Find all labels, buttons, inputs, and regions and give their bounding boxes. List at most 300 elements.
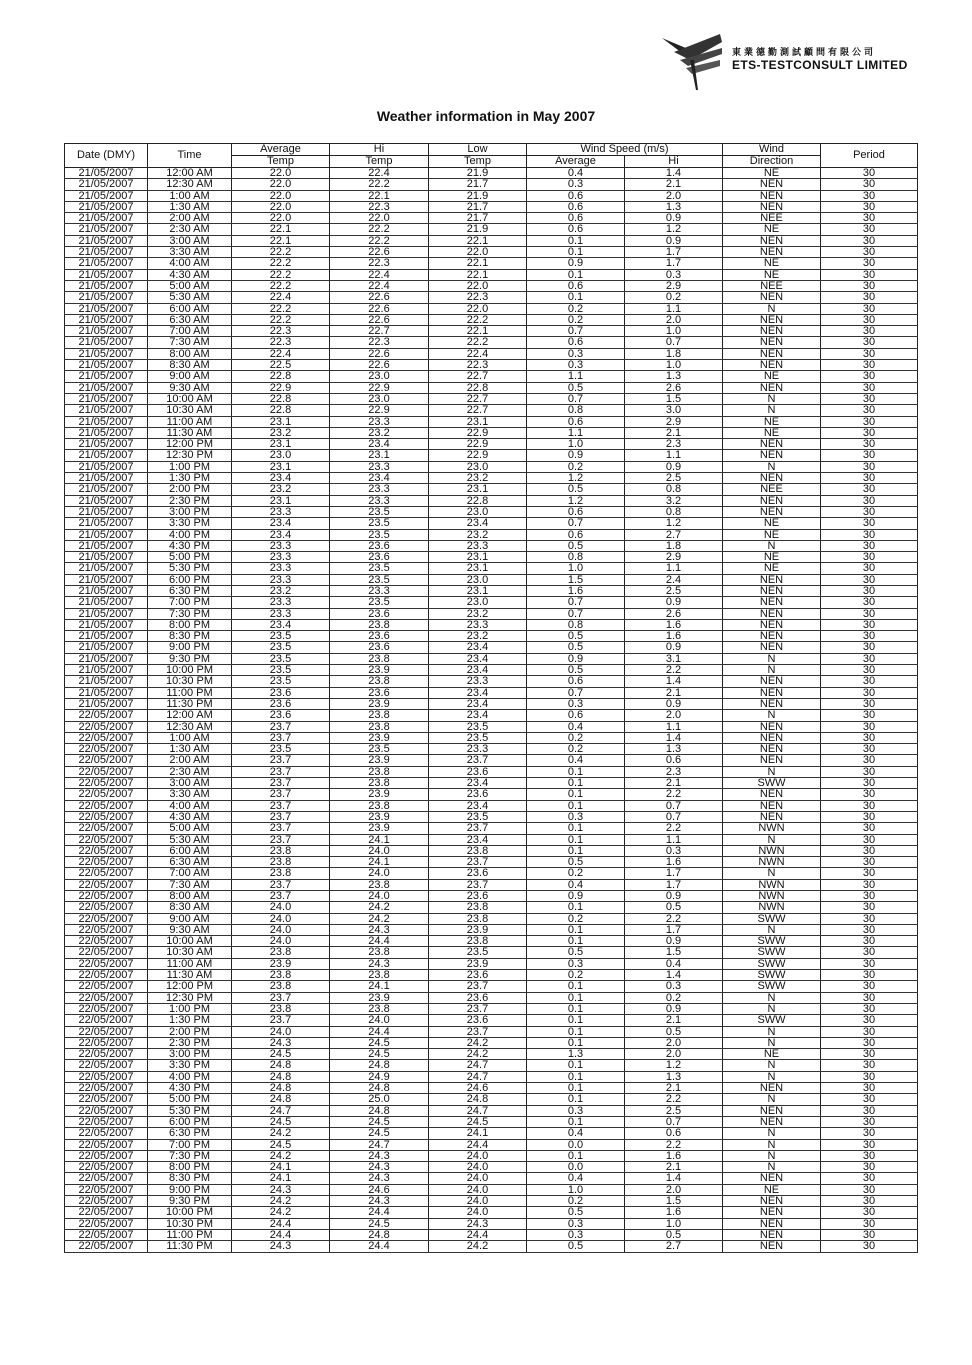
table-row [65, 744, 918, 755]
hi-temp-cell: 23.3 [330, 495, 429, 506]
hi-temp-cell: 24.8 [330, 1083, 429, 1094]
table-row [65, 1207, 918, 1218]
date-cell: 22/05/2007 [65, 1015, 148, 1026]
period-cell: 30 [821, 1049, 918, 1060]
period-cell: 30 [821, 789, 918, 800]
period-cell: 30 [821, 314, 918, 325]
wind-speed-average-cell: 0.6 [527, 529, 625, 540]
period-cell: 30 [821, 461, 918, 472]
low-temp-cell: 22.1 [429, 326, 527, 337]
period-cell: 30 [821, 269, 918, 280]
table-row [65, 461, 918, 472]
table-row [65, 314, 918, 325]
date-cell: 22/05/2007 [65, 1105, 148, 1116]
average-temp-cell: 23.2 [232, 427, 330, 438]
period-cell: 30 [821, 744, 918, 755]
table-row [65, 597, 918, 608]
period-cell: 30 [821, 1071, 918, 1082]
wind-speed-average-cell: 0.2 [527, 1196, 625, 1207]
wind-speed-hi-cell: 2.1 [625, 1083, 723, 1094]
average-temp-cell: 23.6 [232, 687, 330, 698]
period-cell: 30 [821, 585, 918, 596]
wind-speed-hi-cell: 2.2 [625, 913, 723, 924]
time-cell: 2:30 AM [148, 766, 232, 777]
average-temp-cell: 22.1 [232, 224, 330, 235]
wind-direction-cell: N [723, 1094, 821, 1105]
date-cell: 22/05/2007 [65, 1184, 148, 1195]
wind-direction-cell: NEN [723, 1229, 821, 1240]
period-cell: 30 [821, 360, 918, 371]
table-row [65, 393, 918, 404]
wind-direction-cell: N [723, 665, 821, 676]
hi-temp-cell: 23.9 [330, 698, 429, 709]
wind-speed-hi-cell: 0.3 [625, 981, 723, 992]
time-cell: 5:00 AM [148, 280, 232, 291]
wind-speed-hi-cell: 1.4 [625, 732, 723, 743]
low-temp-cell: 23.6 [429, 891, 527, 902]
hi-temp-cell: 24.8 [330, 1105, 429, 1116]
hi-temp-cell: 22.2 [330, 224, 429, 235]
wind-speed-average-cell: 1.0 [527, 563, 625, 574]
header-wind-speed: Wind Speed (m/s) [527, 144, 723, 156]
hi-temp-cell: 24.0 [330, 1015, 429, 1026]
wind-speed-average-cell: 0.1 [527, 936, 625, 947]
table-row [65, 631, 918, 642]
wind-speed-average-cell: 0.9 [527, 450, 625, 461]
period-cell: 30 [821, 416, 918, 427]
hi-temp-cell: 24.5 [330, 1037, 429, 1048]
date-cell: 21/05/2007 [65, 269, 148, 280]
table-row [65, 247, 918, 258]
wind-speed-hi-cell: 2.4 [625, 574, 723, 585]
date-cell: 21/05/2007 [65, 326, 148, 337]
wind-speed-average-cell: 0.1 [527, 902, 625, 913]
wind-direction-cell: NE [723, 371, 821, 382]
period-cell: 30 [821, 427, 918, 438]
date-cell: 21/05/2007 [65, 393, 148, 404]
date-cell: 21/05/2007 [65, 439, 148, 450]
wind-speed-hi-cell: 0.6 [625, 1128, 723, 1139]
low-temp-cell: 22.9 [429, 450, 527, 461]
wind-direction-cell: NEN [723, 506, 821, 517]
date-cell: 21/05/2007 [65, 619, 148, 630]
hi-temp-cell: 22.7 [330, 326, 429, 337]
wind-direction-cell: NEN [723, 1218, 821, 1229]
table-row [65, 1162, 918, 1173]
wind-direction-cell: N [723, 1150, 821, 1161]
average-temp-cell: 22.2 [232, 247, 330, 258]
date-cell: 21/05/2007 [65, 213, 148, 224]
date-cell: 21/05/2007 [65, 371, 148, 382]
average-temp-cell: 22.3 [232, 326, 330, 337]
wind-speed-hi-cell: 2.5 [625, 473, 723, 484]
period-cell: 30 [821, 518, 918, 529]
wind-speed-average-cell: 0.6 [527, 224, 625, 235]
wind-speed-average-cell: 0.1 [527, 1150, 625, 1161]
wind-speed-average-cell: 0.1 [527, 992, 625, 1003]
period-cell: 30 [821, 1105, 918, 1116]
wind-speed-hi-cell: 3.0 [625, 405, 723, 416]
wind-speed-average-cell: 0.7 [527, 326, 625, 337]
table-row [65, 732, 918, 743]
hi-temp-cell: 23.8 [330, 778, 429, 789]
time-cell: 8:30 PM [148, 1173, 232, 1184]
time-cell: 4:30 AM [148, 269, 232, 280]
average-temp-cell: 22.8 [232, 405, 330, 416]
weather-table-body [65, 168, 918, 1253]
wind-speed-hi-cell: 0.9 [625, 891, 723, 902]
table-row [65, 665, 918, 676]
average-temp-cell: 23.2 [232, 585, 330, 596]
wind-speed-average-cell: 0.8 [527, 405, 625, 416]
period-cell: 30 [821, 179, 918, 190]
hi-temp-cell: 24.0 [330, 845, 429, 856]
table-row [65, 1218, 918, 1229]
period-cell: 30 [821, 800, 918, 811]
average-temp-cell: 23.7 [232, 823, 330, 834]
wind-direction-cell: NWN [723, 823, 821, 834]
wind-speed-average-cell: 0.2 [527, 303, 625, 314]
hi-temp-cell: 23.8 [330, 970, 429, 981]
hi-temp-cell: 24.3 [330, 1162, 429, 1173]
wind-speed-average-cell: 0.2 [527, 744, 625, 755]
table-row [65, 495, 918, 506]
average-temp-cell: 23.9 [232, 958, 330, 969]
low-temp-cell: 23.2 [429, 631, 527, 642]
hi-temp-cell: 24.4 [330, 1207, 429, 1218]
period-cell: 30 [821, 1162, 918, 1173]
wind-speed-average-cell: 0.8 [527, 619, 625, 630]
date-cell: 22/05/2007 [65, 710, 148, 721]
wind-speed-hi-cell: 1.6 [625, 857, 723, 868]
period-cell: 30 [821, 642, 918, 653]
hi-temp-cell: 23.6 [330, 540, 429, 551]
wind-direction-cell: NWN [723, 891, 821, 902]
hi-temp-cell: 23.8 [330, 947, 429, 958]
time-cell: 7:30 PM [148, 1150, 232, 1161]
wind-direction-cell: NE [723, 269, 821, 280]
wind-direction-cell: NEN [723, 348, 821, 359]
wind-direction-cell: NEN [723, 382, 821, 393]
time-cell: 7:00 PM [148, 597, 232, 608]
average-temp-cell: 23.3 [232, 574, 330, 585]
average-temp-cell: 23.5 [232, 653, 330, 664]
low-temp-cell: 24.7 [429, 1105, 527, 1116]
wind-direction-cell: NWN [723, 902, 821, 913]
header-time: Time [148, 144, 232, 168]
average-temp-cell: 23.7 [232, 834, 330, 845]
table-row [65, 1094, 918, 1105]
date-cell: 22/05/2007 [65, 766, 148, 777]
time-cell: 4:00 AM [148, 800, 232, 811]
wind-speed-average-cell: 0.7 [527, 608, 625, 619]
wind-speed-hi-cell: 2.7 [625, 1241, 723, 1252]
time-cell: 12:00 PM [148, 981, 232, 992]
hi-temp-cell: 23.8 [330, 710, 429, 721]
wind-speed-average-cell: 0.1 [527, 292, 625, 303]
low-temp-cell: 24.4 [429, 1229, 527, 1240]
low-temp-cell: 24.0 [429, 1162, 527, 1173]
wind-speed-hi-cell: 0.8 [625, 506, 723, 517]
average-temp-cell: 23.8 [232, 1003, 330, 1014]
low-temp-cell: 24.0 [429, 1207, 527, 1218]
average-temp-cell: 23.5 [232, 631, 330, 642]
hi-temp-cell: 22.2 [330, 235, 429, 246]
date-cell: 22/05/2007 [65, 947, 148, 958]
date-cell: 22/05/2007 [65, 936, 148, 947]
table-row [65, 1049, 918, 1060]
low-temp-cell: 22.8 [429, 495, 527, 506]
period-cell: 30 [821, 247, 918, 258]
date-cell: 21/05/2007 [65, 597, 148, 608]
wind-speed-hi-cell: 1.7 [625, 868, 723, 879]
wind-speed-average-cell: 0.2 [527, 913, 625, 924]
wind-speed-average-cell: 0.6 [527, 337, 625, 348]
wind-speed-hi-cell: 1.7 [625, 247, 723, 258]
date-cell: 21/05/2007 [65, 552, 148, 563]
hi-temp-cell: 24.6 [330, 1184, 429, 1195]
wind-direction-cell: SWW [723, 778, 821, 789]
low-temp-cell: 21.9 [429, 224, 527, 235]
wind-speed-hi-cell: 2.6 [625, 608, 723, 619]
average-temp-cell: 24.2 [232, 1207, 330, 1218]
time-cell: 4:00 PM [148, 529, 232, 540]
wind-direction-cell: NWN [723, 845, 821, 856]
wind-speed-average-cell: 0.1 [527, 789, 625, 800]
wind-speed-hi-cell: 0.9 [625, 642, 723, 653]
table-row [65, 371, 918, 382]
date-cell: 21/05/2007 [65, 280, 148, 291]
period-cell: 30 [821, 1150, 918, 1161]
period-cell: 30 [821, 879, 918, 890]
low-temp-cell: 23.4 [429, 834, 527, 845]
period-cell: 30 [821, 608, 918, 619]
low-temp-cell: 24.0 [429, 1196, 527, 1207]
table-row [65, 879, 918, 890]
table-row [65, 1128, 918, 1139]
hi-temp-cell: 23.8 [330, 1003, 429, 1014]
date-cell: 22/05/2007 [65, 913, 148, 924]
wind-speed-average-cell: 0.5 [527, 540, 625, 551]
low-temp-cell: 23.1 [429, 416, 527, 427]
low-temp-cell: 22.9 [429, 427, 527, 438]
hi-temp-cell: 24.1 [330, 857, 429, 868]
low-temp-cell: 22.1 [429, 269, 527, 280]
date-cell: 21/05/2007 [65, 258, 148, 269]
table-row [65, 981, 918, 992]
hi-temp-cell: 24.7 [330, 1139, 429, 1150]
time-cell: 2:00 PM [148, 1026, 232, 1037]
hi-temp-cell: 22.6 [330, 247, 429, 258]
date-cell: 22/05/2007 [65, 1150, 148, 1161]
wind-direction-cell: N [723, 1026, 821, 1037]
period-cell: 30 [821, 631, 918, 642]
average-temp-cell: 22.9 [232, 382, 330, 393]
table-row [65, 439, 918, 450]
hi-temp-cell: 23.1 [330, 450, 429, 461]
wind-speed-hi-cell: 1.1 [625, 450, 723, 461]
wind-speed-average-cell: 0.8 [527, 552, 625, 563]
time-cell: 1:00 AM [148, 732, 232, 743]
date-cell: 22/05/2007 [65, 1037, 148, 1048]
wind-direction-cell: NEE [723, 280, 821, 291]
wind-speed-hi-cell: 2.0 [625, 1184, 723, 1195]
wind-direction-cell: NEE [723, 213, 821, 224]
time-cell: 12:00 AM [148, 710, 232, 721]
wind-direction-cell: N [723, 540, 821, 551]
hi-temp-cell: 22.6 [330, 360, 429, 371]
average-temp-cell: 22.0 [232, 201, 330, 212]
low-temp-cell: 21.9 [429, 190, 527, 201]
wind-speed-hi-cell: 2.9 [625, 280, 723, 291]
wind-speed-average-cell: 0.6 [527, 190, 625, 201]
wind-direction-cell: NEN [723, 811, 821, 822]
wind-direction-cell: N [723, 1139, 821, 1150]
average-temp-cell: 23.3 [232, 563, 330, 574]
wind-speed-average-cell: 0.4 [527, 168, 625, 179]
low-temp-cell: 23.4 [429, 642, 527, 653]
time-cell: 10:00 PM [148, 665, 232, 676]
hi-temp-cell: 22.1 [330, 190, 429, 201]
wind-speed-average-cell: 0.5 [527, 857, 625, 868]
hi-temp-cell: 23.9 [330, 732, 429, 743]
date-cell: 21/05/2007 [65, 585, 148, 596]
average-temp-cell: 23.2 [232, 484, 330, 495]
date-cell: 21/05/2007 [65, 653, 148, 664]
wind-speed-hi-cell: 2.0 [625, 1049, 723, 1060]
hi-temp-cell: 22.0 [330, 213, 429, 224]
wind-speed-hi-cell: 2.2 [625, 1094, 723, 1105]
low-temp-cell: 22.4 [429, 348, 527, 359]
average-temp-cell: 22.0 [232, 190, 330, 201]
time-cell: 11:00 PM [148, 687, 232, 698]
period-cell: 30 [821, 924, 918, 935]
date-cell: 22/05/2007 [65, 1173, 148, 1184]
date-cell: 22/05/2007 [65, 868, 148, 879]
wind-direction-cell: NE [723, 518, 821, 529]
low-temp-cell: 22.3 [429, 360, 527, 371]
wind-speed-hi-cell: 0.7 [625, 337, 723, 348]
time-cell: 11:00 AM [148, 958, 232, 969]
wind-direction-cell: NE [723, 563, 821, 574]
period-cell: 30 [821, 721, 918, 732]
period-cell: 30 [821, 450, 918, 461]
wind-speed-average-cell: 0.4 [527, 1173, 625, 1184]
wind-speed-hi-cell: 1.0 [625, 326, 723, 337]
table-row [65, 800, 918, 811]
time-cell: 9:00 AM [148, 371, 232, 382]
date-cell: 22/05/2007 [65, 755, 148, 766]
date-cell: 22/05/2007 [65, 1003, 148, 1014]
table-row [65, 789, 918, 800]
average-temp-cell: 23.7 [232, 766, 330, 777]
date-cell: 22/05/2007 [65, 789, 148, 800]
time-cell: 3:30 AM [148, 789, 232, 800]
hi-temp-cell: 22.9 [330, 382, 429, 393]
date-cell: 21/05/2007 [65, 427, 148, 438]
low-temp-cell: 23.5 [429, 721, 527, 732]
period-cell: 30 [821, 213, 918, 224]
low-temp-cell: 21.7 [429, 213, 527, 224]
hi-temp-cell: 23.8 [330, 879, 429, 890]
time-cell: 5:30 AM [148, 292, 232, 303]
table-row [65, 721, 918, 732]
low-temp-cell: 23.8 [429, 913, 527, 924]
date-cell: 21/05/2007 [65, 416, 148, 427]
average-temp-cell: 23.4 [232, 518, 330, 529]
wind-speed-hi-cell: 2.0 [625, 314, 723, 325]
wind-speed-hi-cell: 0.9 [625, 698, 723, 709]
wind-direction-cell: N [723, 710, 821, 721]
hi-temp-cell: 23.5 [330, 574, 429, 585]
low-temp-cell: 24.4 [429, 1139, 527, 1150]
table-row [65, 619, 918, 630]
wind-direction-cell: NEN [723, 800, 821, 811]
wind-speed-average-cell: 1.6 [527, 585, 625, 596]
average-temp-cell: 24.5 [232, 1049, 330, 1060]
wind-speed-hi-cell: 1.2 [625, 518, 723, 529]
date-cell: 21/05/2007 [65, 337, 148, 348]
date-cell: 21/05/2007 [65, 190, 148, 201]
wind-speed-average-cell: 0.7 [527, 597, 625, 608]
time-cell: 1:00 PM [148, 461, 232, 472]
wind-speed-average-cell: 0.1 [527, 766, 625, 777]
table-row [65, 891, 918, 902]
average-temp-cell: 23.5 [232, 665, 330, 676]
table-row [65, 179, 918, 190]
hi-temp-cell: 23.2 [330, 427, 429, 438]
period-cell: 30 [821, 868, 918, 879]
time-cell: 3:00 PM [148, 506, 232, 517]
wind-direction-cell: N [723, 461, 821, 472]
average-temp-cell: 22.3 [232, 337, 330, 348]
period-cell: 30 [821, 947, 918, 958]
wind-speed-hi-cell: 1.5 [625, 393, 723, 404]
low-temp-cell: 23.8 [429, 845, 527, 856]
hi-temp-cell: 23.5 [330, 597, 429, 608]
wind-speed-hi-cell: 0.7 [625, 800, 723, 811]
period-cell: 30 [821, 766, 918, 777]
wind-speed-average-cell: 1.5 [527, 574, 625, 585]
wind-speed-hi-cell: 1.6 [625, 631, 723, 642]
wind-speed-average-cell: 0.1 [527, 823, 625, 834]
hi-temp-cell: 24.4 [330, 1241, 429, 1252]
hi-temp-cell: 24.3 [330, 1196, 429, 1207]
date-cell: 22/05/2007 [65, 970, 148, 981]
average-temp-cell: 23.7 [232, 755, 330, 766]
wind-direction-cell: SWW [723, 947, 821, 958]
date-cell: 22/05/2007 [65, 1162, 148, 1173]
header-average-temp-top: Average [232, 144, 330, 156]
wind-speed-hi-cell: 1.3 [625, 201, 723, 212]
company-logo [660, 30, 920, 100]
low-temp-cell: 24.8 [429, 1094, 527, 1105]
date-cell: 21/05/2007 [65, 665, 148, 676]
low-temp-cell: 23.7 [429, 1003, 527, 1014]
hi-temp-cell: 23.5 [330, 563, 429, 574]
time-cell: 9:30 AM [148, 382, 232, 393]
average-temp-cell: 23.5 [232, 642, 330, 653]
hi-temp-cell: 24.5 [330, 1128, 429, 1139]
average-temp-cell: 24.5 [232, 1116, 330, 1127]
wind-direction-cell: NE [723, 224, 821, 235]
wind-direction-cell: NEN [723, 292, 821, 303]
time-cell: 11:00 PM [148, 1229, 232, 1240]
low-temp-cell: 22.7 [429, 393, 527, 404]
hi-temp-cell: 23.9 [330, 823, 429, 834]
wind-speed-hi-cell: 1.8 [625, 348, 723, 359]
time-cell: 1:00 PM [148, 1003, 232, 1014]
